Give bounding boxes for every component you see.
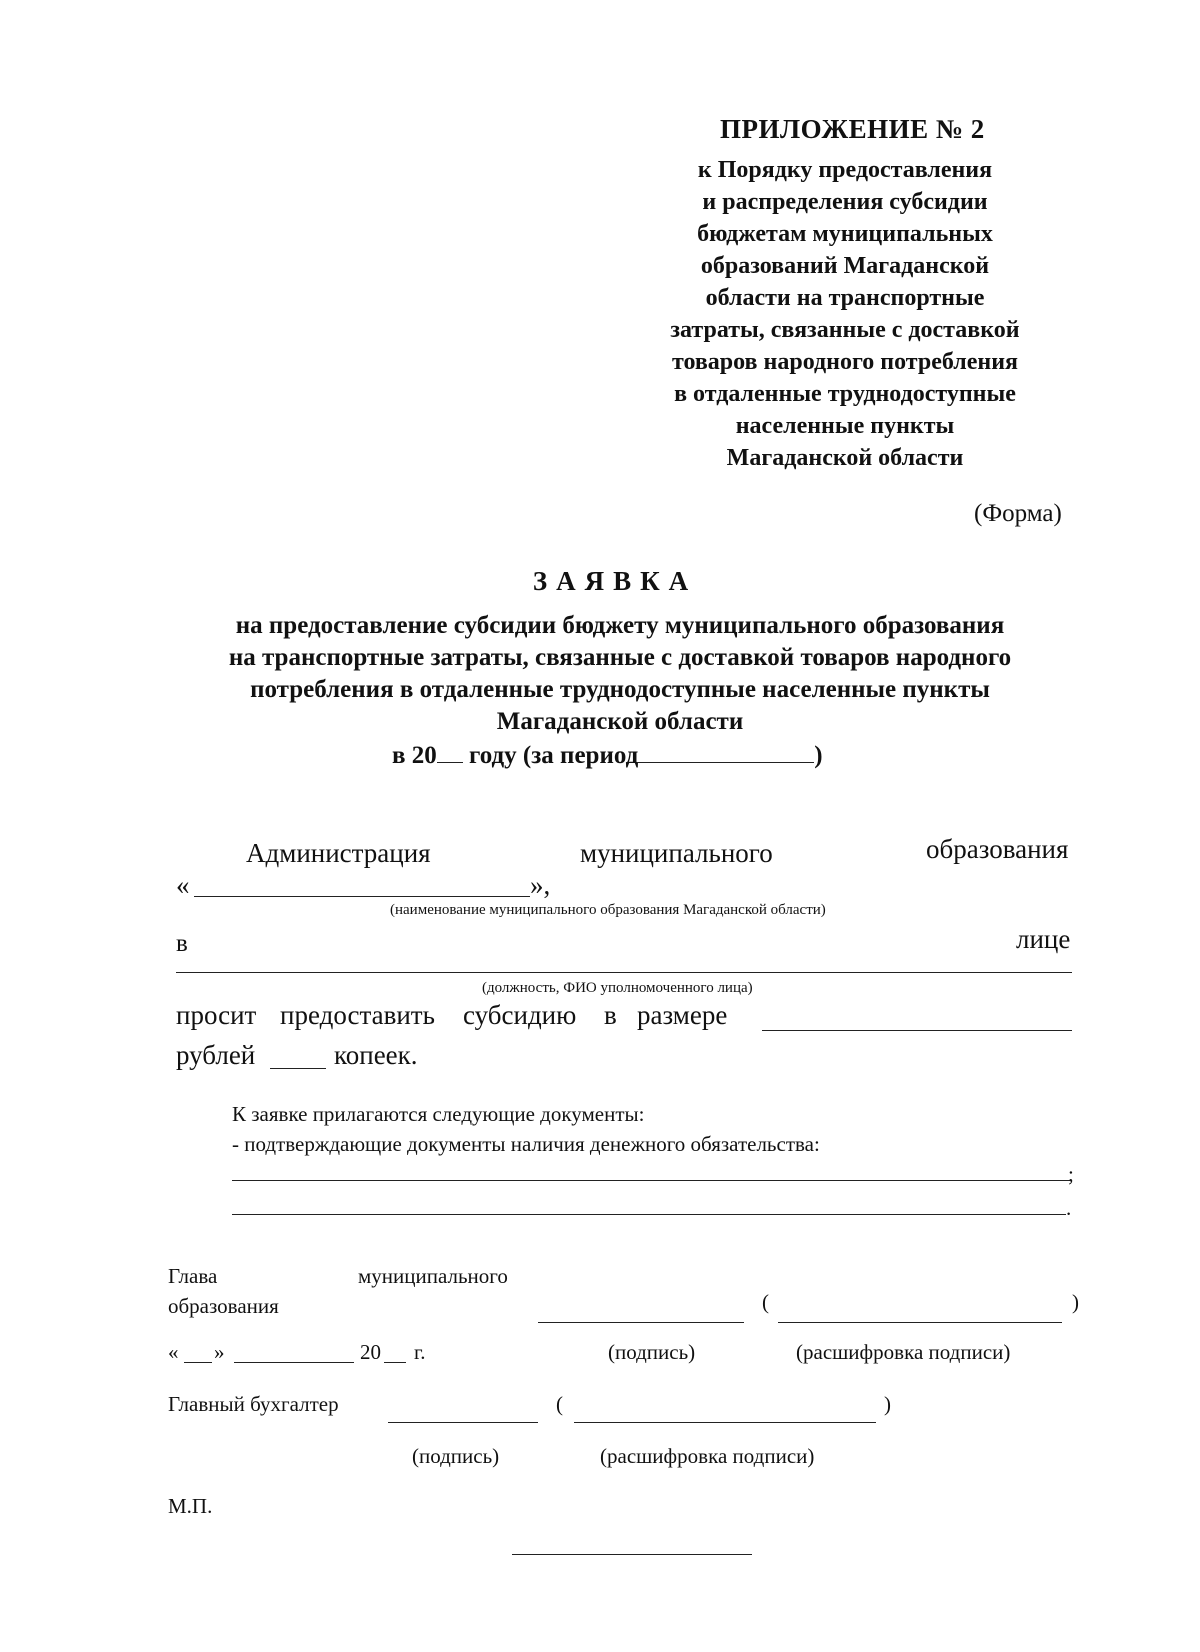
head-word-2: муниципального — [358, 1264, 508, 1288]
appendix-line: населенные пункты — [735, 413, 955, 439]
accountant-decode-hint: (расшифровка подписи) — [600, 1444, 815, 1468]
paren-close: ) — [1072, 1290, 1079, 1314]
attach-line-1: К заявке прилагаются следующие документы: — [232, 1102, 645, 1126]
year-suffix: ) — [814, 742, 823, 769]
official-blank — [176, 972, 1072, 973]
date-g: г. — [414, 1340, 426, 1364]
rub-word: рублей — [176, 1040, 256, 1070]
in-word: в — [176, 930, 188, 957]
head-word-1: Глава — [168, 1264, 218, 1288]
accountant-sign-hint: (подпись) — [412, 1444, 500, 1468]
request-word: размере — [637, 1000, 728, 1030]
appendix-line: образований Магаданской — [700, 253, 990, 279]
amount-blank — [762, 1030, 1072, 1031]
period: . — [1066, 1196, 1072, 1220]
attach-blank-1 — [232, 1180, 1070, 1181]
head-decode-blank — [778, 1322, 1062, 1323]
appendix-line: к Порядку предоставления — [697, 157, 993, 183]
day-blank — [184, 1362, 212, 1363]
date-quote-close: » — [214, 1340, 225, 1364]
year-middle: году (за период — [462, 742, 639, 769]
semicolon: ; — [1068, 1162, 1074, 1186]
acc-paren-open: ( — [556, 1392, 563, 1416]
year-blank — [437, 762, 463, 763]
application-title: ЗАЯВКА — [532, 566, 698, 596]
application-subtitle — [120, 610, 1120, 738]
head-sign-blank — [538, 1322, 744, 1323]
appendix-subtitle — [630, 154, 1060, 474]
accountant-sign-blank — [388, 1422, 538, 1423]
quote-close: », — [530, 870, 551, 900]
date-year: 20 — [360, 1340, 381, 1364]
request-word: субсидию — [463, 1000, 577, 1030]
mo-name-hint: (наименование муниципального образования Магаданской области) — [390, 902, 826, 918]
date-quote-open: « — [168, 1340, 179, 1364]
form-label: (Форма) — [974, 500, 1062, 527]
quote-open: « — [176, 870, 190, 900]
appendix-title: ПРИЛОЖЕНИЕ № 2 — [720, 114, 985, 144]
appendix-line: Магаданской области — [726, 445, 964, 471]
stamp-label: М.П. — [168, 1494, 213, 1518]
head-word-3: образования — [168, 1294, 279, 1318]
official-hint: (должность, ФИО уполномоченного лица) — [482, 980, 753, 996]
attach-line-2: - подтверждающие документы наличия денежного обязательства: — [232, 1132, 820, 1156]
appendix-line: области на транспортные — [705, 285, 985, 311]
subtitle-line: на предоставление субсидии бюджету муниципального образования — [235, 612, 1005, 639]
month-blank — [234, 1362, 354, 1363]
appendix-line: в отдаленные труднодоступные — [674, 381, 1016, 407]
head-sign-hint: (подпись) — [608, 1340, 696, 1364]
appendix-line: и распределения субсидии — [702, 189, 988, 215]
mo-name-blank — [194, 896, 530, 897]
admin-word-3: образования — [926, 834, 1069, 864]
appendix-line: товаров народного потребления — [671, 349, 1019, 375]
year-prefix: в 20 — [392, 742, 437, 769]
year-period-line — [392, 740, 823, 772]
admin-word-2: муниципального — [580, 838, 773, 868]
kop-word: копеек. — [334, 1040, 418, 1070]
request-word: в — [604, 1000, 617, 1030]
attach-blank-2 — [232, 1214, 1066, 1215]
subtitle-line: на транспортные затраты, связанные с доставкой товаров народного — [228, 644, 1012, 671]
head-decode-hint: (расшифровка подписи) — [796, 1340, 1011, 1364]
request-word: просит — [176, 1000, 257, 1030]
kop-blank — [270, 1068, 326, 1069]
appendix-line: бюджетам муниципальных — [697, 221, 993, 247]
acc-paren-close: ) — [884, 1392, 891, 1416]
year-suffix-blank — [384, 1362, 406, 1363]
appendix-line: затраты, связанные с доставкой — [670, 317, 1020, 343]
accountant-label: Главный бухгалтер — [168, 1392, 339, 1416]
paren-open: ( — [762, 1290, 769, 1314]
subtitle-line: Магаданской области — [496, 708, 744, 735]
period-blank — [638, 762, 814, 763]
face-word: лице — [1016, 924, 1071, 954]
accountant-decode-blank — [574, 1422, 876, 1423]
footer-rule — [512, 1554, 752, 1555]
request-word: предоставить — [280, 1000, 435, 1030]
admin-word-1: Администрация — [246, 838, 431, 868]
subtitle-line: потребления в отдаленные труднодоступные населенные пункты — [250, 676, 990, 703]
